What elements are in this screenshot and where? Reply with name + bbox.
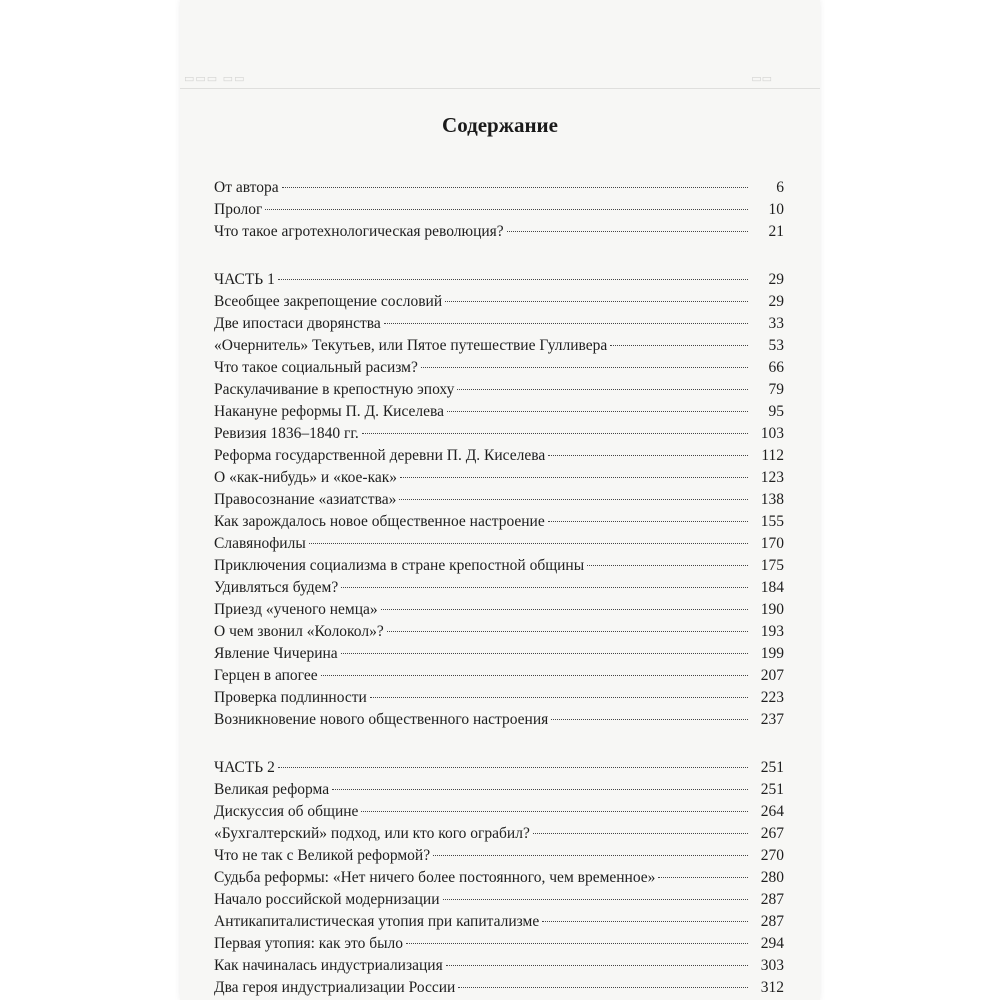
- toc-entry: [214, 665, 784, 687]
- toc-entry: [214, 401, 784, 423]
- toc-entry-title: Как начиналась индустриализация: [214, 957, 443, 974]
- toc-section: [214, 177, 784, 243]
- toc-entry-title: Судьба реформы: «Нет ничего более постоянного, чем временное»: [214, 869, 656, 886]
- toc-page-number: 138: [760, 491, 784, 508]
- toc-page-number: 112: [761, 447, 784, 464]
- toc-entry: [214, 621, 784, 643]
- toc-entry: [214, 423, 784, 445]
- dot-leader: [507, 231, 748, 232]
- toc-entry: [214, 379, 784, 401]
- toc-entry: [214, 867, 784, 889]
- toc-entry: [214, 199, 784, 221]
- dot-leader: [446, 965, 748, 966]
- toc-page-number: 270: [760, 847, 784, 864]
- dot-leader: [610, 345, 748, 346]
- toc-entry: [214, 357, 784, 379]
- dot-leader: [399, 499, 748, 500]
- dot-leader: [309, 543, 748, 544]
- toc-page-number: 10: [768, 201, 784, 218]
- toc-entry-title: Великая реформа: [214, 781, 330, 798]
- toc-page-number: 312: [760, 979, 784, 996]
- bleed-through-header: [180, 68, 820, 90]
- toc-entry-title: Начало российской модернизации: [214, 891, 440, 908]
- toc-section: [214, 269, 784, 731]
- toc-entry-title: Что не так с Великой реформой?: [214, 847, 431, 864]
- dot-leader: [658, 877, 748, 878]
- dot-leader: [361, 811, 748, 812]
- toc-entry-title: Как зарождалось новое общественное настроение: [214, 513, 545, 530]
- toc-page-number: 175: [760, 557, 784, 574]
- toc-entry-title: ЧАСТЬ 2: [214, 759, 275, 776]
- toc-page-number: 199: [760, 645, 784, 662]
- toc-entry-title: Возникновение нового общественного настроения: [214, 711, 549, 728]
- toc-entry-title: Приключения социализма в стране крепостной общины: [214, 557, 585, 574]
- toc-page-number: 287: [760, 891, 784, 908]
- dot-leader: [332, 789, 748, 790]
- toc-page-number: 53: [768, 337, 784, 354]
- toc-entry-title: Пролог: [214, 201, 263, 218]
- dot-leader: [341, 653, 748, 654]
- toc-entry-title: Два героя индустриализации России: [214, 979, 456, 996]
- toc-entry: [214, 467, 784, 489]
- toc-entry: [214, 643, 784, 665]
- toc-page-number: 29: [768, 271, 784, 288]
- toc-page-number: 103: [760, 425, 784, 442]
- toc-page-number: 123: [760, 469, 784, 486]
- dot-leader: [457, 389, 748, 390]
- toc-entry: [214, 845, 784, 867]
- toc-page-number: 193: [760, 623, 784, 640]
- toc-entry: [214, 687, 784, 709]
- toc-entry: [214, 269, 784, 291]
- toc-entry: [214, 445, 784, 467]
- toc-entry: [214, 709, 784, 731]
- dot-leader: [381, 609, 748, 610]
- toc-entry: [214, 599, 784, 621]
- dot-leader: [533, 833, 748, 834]
- table-of-contents: [214, 177, 784, 999]
- dot-leader: [370, 697, 748, 698]
- toc-entry: [214, 911, 784, 933]
- toc-entry-title: ЧАСТЬ 1: [214, 271, 275, 288]
- toc-entry-title: Реформа государственной деревни П. Д. Киселева: [214, 447, 546, 464]
- dot-leader: [443, 899, 748, 900]
- dot-leader: [400, 477, 748, 478]
- toc-page-number: 223: [760, 689, 784, 706]
- toc-entry-title: Что такое социальный расизм?: [214, 359, 418, 376]
- toc-entry-title: Накануне реформы П. Д. Киселева: [214, 403, 445, 420]
- toc-entry-title: Первая утопия: как это было: [214, 935, 404, 952]
- toc-entry-title: Удивляться будем?: [214, 579, 339, 596]
- toc-entry: [214, 177, 784, 199]
- dot-leader: [421, 367, 748, 368]
- toc-entry-title: Две ипостаси дворянства: [214, 315, 381, 332]
- toc-page-number: 155: [760, 513, 784, 530]
- dot-leader: [278, 767, 748, 768]
- toc-entry-title: «Очернитель» Текутьев, или Пятое путешествие Гулливера: [214, 337, 608, 354]
- dot-leader: [387, 631, 748, 632]
- toc-entry-title: Герцен в апогее: [214, 667, 318, 684]
- toc-entry: [214, 533, 784, 555]
- toc-page-number: 251: [760, 759, 784, 776]
- toc-entry: [214, 757, 784, 779]
- dot-leader: [445, 301, 748, 302]
- toc-entry-title: Что такое агротехнологическая революция?: [214, 223, 504, 240]
- dot-leader: [548, 521, 748, 522]
- toc-entry-title: Явление Чичерина: [214, 645, 338, 662]
- toc-page-number: 29: [768, 293, 784, 310]
- dot-leader: [362, 433, 748, 434]
- toc-entry: [214, 801, 784, 823]
- toc-entry: [214, 977, 784, 999]
- toc-entry: [214, 313, 784, 335]
- bleed-through-mark: ▭▭: [751, 72, 772, 85]
- dot-leader: [321, 675, 748, 676]
- toc-entry: [214, 933, 784, 955]
- toc-page-number: 267: [760, 825, 784, 842]
- toc-entry-title: «Бухгалтерский» подход, или кто кого ограбил?: [214, 825, 530, 842]
- dot-leader: [406, 943, 748, 944]
- toc-page-number: 237: [760, 711, 784, 728]
- toc-entry-title: Раскулачивание в крепостную эпоху: [214, 381, 455, 398]
- page-title: Содержание: [442, 113, 558, 137]
- toc-entry-title: Дискуссия об общине: [214, 803, 359, 820]
- dot-leader: [542, 921, 748, 922]
- dot-leader: [548, 455, 748, 456]
- toc-entry: [214, 555, 784, 577]
- toc-entry-title: Антикапиталистическая утопия при капитализме: [214, 913, 540, 930]
- book-page: [180, 0, 820, 1000]
- toc-page-number: 264: [760, 803, 784, 820]
- toc-entry: [214, 823, 784, 845]
- dot-leader: [587, 565, 748, 566]
- dot-leader: [341, 587, 748, 588]
- toc-entry-title: О чем звонил «Колокол»?: [214, 623, 384, 640]
- dot-leader: [551, 719, 748, 720]
- toc-entry-title: Славянофилы: [214, 535, 306, 552]
- toc-page-number: 33: [768, 315, 784, 332]
- toc-page-number: 303: [760, 957, 784, 974]
- toc-page-number: 6: [776, 179, 784, 196]
- toc-entry-title: Приезд «ученого немца»: [214, 601, 378, 618]
- toc-page-number: 66: [768, 359, 784, 376]
- toc-entry: [214, 221, 784, 243]
- toc-page-number: 21: [768, 223, 784, 240]
- dot-leader: [282, 187, 748, 188]
- dot-leader: [278, 279, 748, 280]
- toc-page-number: 79: [768, 381, 784, 398]
- toc-page-number: 294: [760, 935, 784, 952]
- dot-leader: [458, 987, 748, 988]
- toc-entry: [214, 489, 784, 511]
- toc-entry-title: Всеобщее закрепощение сословий: [214, 293, 443, 310]
- dot-leader: [384, 323, 748, 324]
- toc-entry-title: Проверка подлинности: [214, 689, 367, 706]
- toc-entry: [214, 889, 784, 911]
- toc-entry-title: Правосознание «азиатства»: [214, 491, 397, 508]
- toc-page-number: 251: [760, 781, 784, 798]
- dot-leader: [447, 411, 748, 412]
- toc-entry: [214, 955, 784, 977]
- toc-page-number: 280: [760, 869, 784, 886]
- toc-entry: [214, 779, 784, 801]
- toc-page-number: 184: [760, 579, 784, 596]
- toc-page-number: 287: [760, 913, 784, 930]
- toc-entry-title: От автора: [214, 179, 279, 196]
- toc-entry: [214, 511, 784, 533]
- toc-entry: [214, 335, 784, 357]
- dot-leader: [433, 855, 748, 856]
- toc-page-number: 207: [760, 667, 784, 684]
- toc-entry: [214, 291, 784, 313]
- toc-entry-title: О «как-нибудь» и «кое-как»: [214, 469, 398, 486]
- toc-section: [214, 757, 784, 999]
- dot-leader: [265, 209, 748, 210]
- toc-entry-title: Ревизия 1836–1840 гг.: [214, 425, 359, 442]
- toc-page-number: 190: [760, 601, 784, 618]
- bleed-through-rule: [180, 88, 820, 89]
- toc-page-number: 95: [768, 403, 784, 420]
- toc-page-number: 170: [760, 535, 784, 552]
- bleed-through-mark: ▭▭▭ ▭▭: [184, 72, 246, 85]
- toc-entry: [214, 577, 784, 599]
